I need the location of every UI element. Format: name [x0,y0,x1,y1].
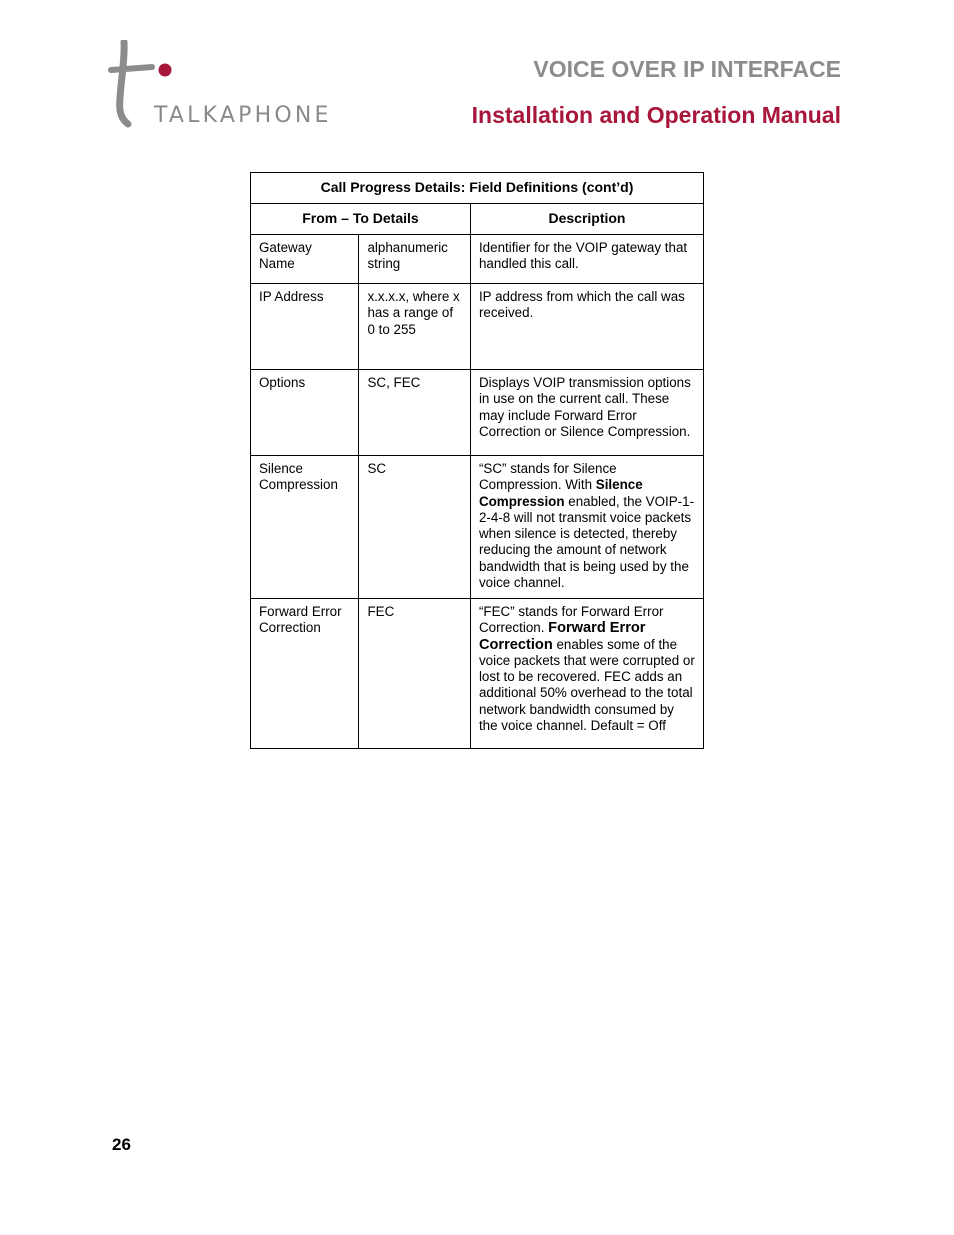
header-title: VOICE OVER IP INTERFACE [533,56,841,82]
table-caption: Call Progress Details: Field Definitions (cont’d) [251,173,704,204]
page-number: 26 [112,1135,131,1154]
description-text: “SC” stands for Silence Compression. With [478,461,617,493]
logo-wordmark: TALKAPHONE [154,103,332,128]
column-header-from-to: From – To Details [251,204,471,235]
table-row [251,370,704,456]
description-cell: Identifier for the VOIP gateway that handled this call. [470,235,703,284]
description-bold-term: Forward Error Correction [478,620,646,653]
field-cell: IP Address [251,284,359,370]
table-row [251,456,704,599]
range-cell: SC [359,456,470,599]
table-caption-row [251,173,704,204]
range-cell: x.x.x.x, where x has a range of 0 to 255 [359,284,470,370]
table-row [251,235,704,284]
header-subtitle: Installation and Operation Manual [471,102,841,128]
column-header-description: Description [470,204,703,235]
table-row [251,284,704,370]
description-text: enables some of the voice packets that were corrupted or lost to be recovered. FEC adds an additional 50% overhead to the total network bandwidth consumed by the voice channel. Default = Off [478,636,695,734]
range-cell: SC, FEC [359,370,470,456]
table-row [251,599,704,749]
table-header-row [251,204,704,235]
description-text: enabled, the VOIP-1-2-4-8 will not transmit voice packets when silence is detected, thereby reducing the amount of network bandwidth that is being used by the voice channel. [478,493,695,591]
description-cell: IP address from which the call was received. [470,284,703,370]
field-cell: Silence Compression [251,456,359,599]
field-cell: Gateway Name [251,235,359,284]
range-cell: FEC [359,599,470,749]
description-cell [470,599,703,749]
description-cell: Displays VOIP transmission options in use on the current call. These may include Forward Error Correction or Silence Compression. [470,370,703,456]
field-cell: Forward Error Correction [251,599,359,749]
field-cell: Options [251,370,359,456]
range-cell: alphanumeric string [359,235,470,284]
description-text: “FEC” stands for Forward Error Correction. [478,604,664,636]
field-definitions-table [250,172,704,749]
description-cell [470,456,703,599]
description-bold-term: Silence Compression [478,477,643,509]
